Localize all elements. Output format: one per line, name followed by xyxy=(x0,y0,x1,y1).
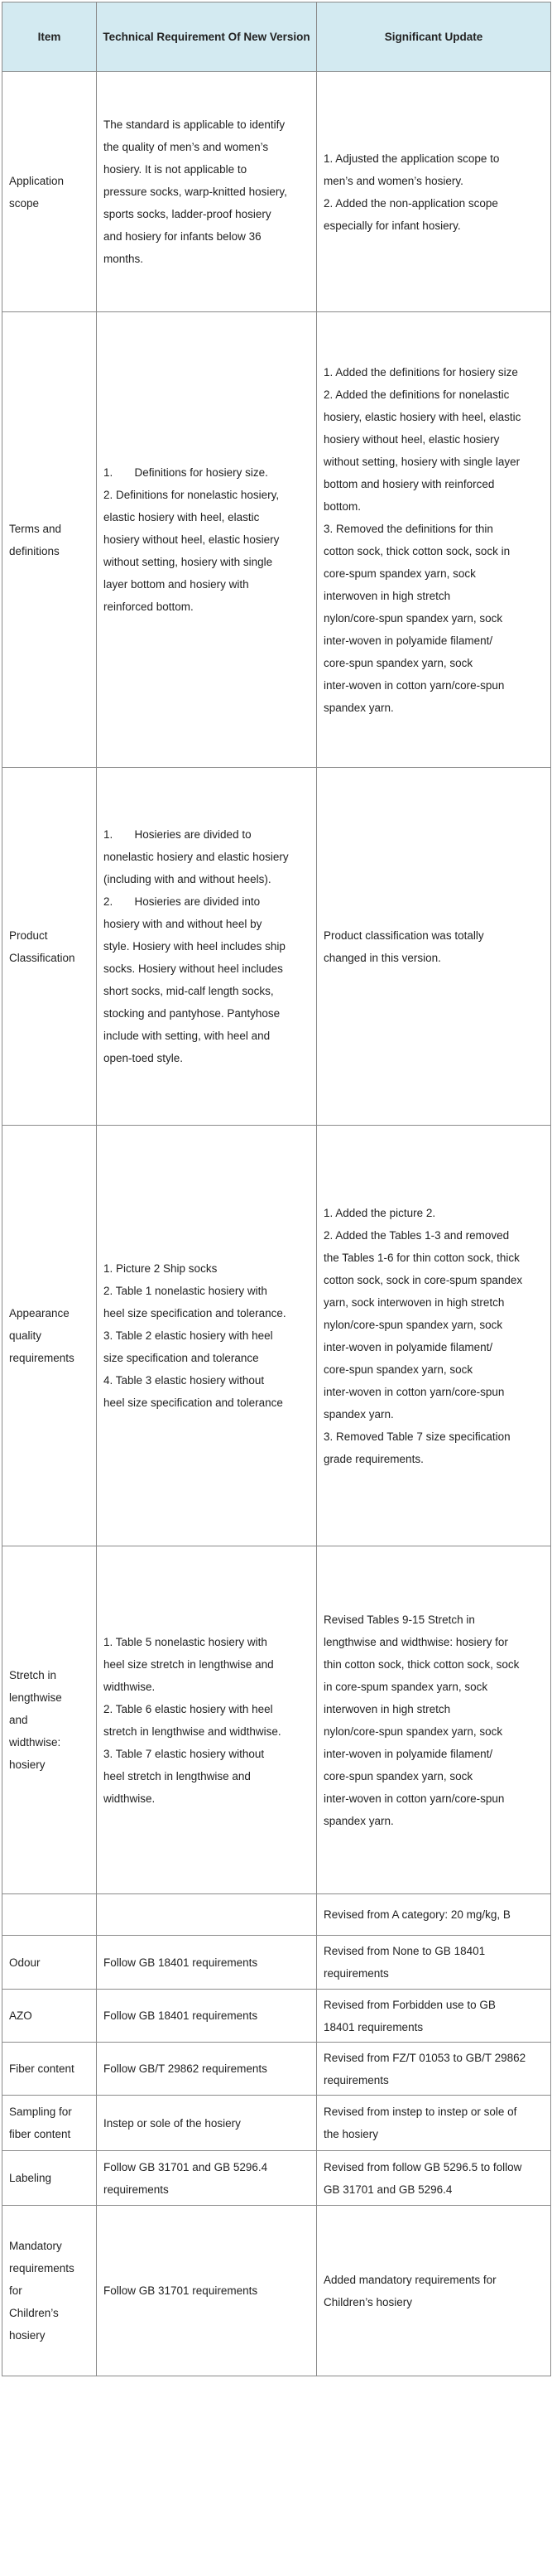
cell-text-line: grade requirements. xyxy=(324,1452,424,1465)
cell-text-line: without setting, hosiery with single layer xyxy=(324,455,521,468)
cell-text-line: interwoven in high stretch xyxy=(324,1702,451,1715)
cell-item xyxy=(2,2206,97,2376)
cell-text-line: size specification and tolerance xyxy=(103,1352,259,1364)
cell-text-line: interwoven in high stretch xyxy=(324,589,451,602)
cell-text-line: Revised from Forbidden use to GB xyxy=(324,1998,496,2011)
cell-requirement xyxy=(97,312,317,768)
cell-text-line: requirements xyxy=(9,2262,74,2275)
cell-text-line: Revised from follow GB 5296.5 to follow xyxy=(324,2160,522,2173)
cell-text-line: short socks, mid-calf length socks, xyxy=(103,985,274,997)
cell-text-line: Revised from A category: 20 mg/kg, B xyxy=(324,1908,511,1921)
cell-text-line: the Tables 1-6 for thin cotton sock, thick xyxy=(324,1251,520,1264)
cell-text-line: spandex yarn. xyxy=(324,701,394,714)
cell-text-line: Terms and xyxy=(9,522,62,535)
cell-text-line: hosiery without heel, elastic hosiery xyxy=(324,432,500,446)
cell-text-line: 1. Added the definitions for hosiery size xyxy=(324,365,518,379)
row-mandatory-children xyxy=(2,2206,551,2376)
cell-text-line: spandex yarn. xyxy=(324,1407,394,1421)
table-header-row xyxy=(2,2,551,72)
cell-text-line: Follow GB/T 29862 requirements xyxy=(103,2062,267,2075)
cell-text-line: 1. Table 5 nonelastic hosiery with xyxy=(103,1635,267,1648)
cell-update xyxy=(317,1126,551,1546)
cell-text-line: 1. Hosieries are divided to xyxy=(103,828,252,841)
cell-text-line: 2. Hosieries are divided into xyxy=(103,895,261,908)
cell-text-line: requirements xyxy=(103,2183,169,2196)
cell-requirement xyxy=(97,72,317,312)
row-category xyxy=(2,1894,551,1936)
cell-item xyxy=(2,768,97,1126)
cell-text-line: 2. Added the non-application scope xyxy=(324,196,498,210)
cell-text-line: bottom and hosiery with reinforced xyxy=(324,477,495,490)
cell-item xyxy=(2,1990,97,2043)
cell-text-line: lengthwise and widthwise: hosiery for xyxy=(324,1635,508,1648)
header-technical-requirement: Technical Requirement Of New Version xyxy=(97,2,317,72)
cell-requirement xyxy=(97,1936,317,1990)
cell-text-line: elastic hosiery with heel, elastic xyxy=(103,511,260,523)
cell-text-line: cotton sock, sock in core-spum spandex xyxy=(324,1273,523,1286)
cell-text-line: scope xyxy=(9,196,40,210)
cell-text-line: 1. Added the picture 2. xyxy=(324,1206,436,1219)
cell-text-line: Follow GB 31701 and GB 5296.4 xyxy=(103,2160,268,2173)
row-terms-definitions xyxy=(2,312,551,768)
row-application-scope xyxy=(2,72,551,312)
cell-text-line: definitions xyxy=(9,544,60,557)
cell-text-line: widthwise. xyxy=(103,1792,156,1805)
cell-text-line: core-spun spandex yarn, sock xyxy=(324,656,473,669)
cell-text-line: 4. Table 3 elastic hosiery without xyxy=(103,1374,265,1387)
cell-text-line: bottom. xyxy=(324,499,362,513)
cell-text-line: 2. Added the definitions for nonelastic xyxy=(324,388,510,401)
cell-requirement xyxy=(97,1126,317,1546)
cell-text-line: stocking and pantyhose. Pantyhose xyxy=(103,1007,281,1020)
cell-text-line: hosiery xyxy=(9,2329,46,2342)
cell-text-line: without setting, hosiery with single xyxy=(103,556,273,568)
cell-text-line: months. xyxy=(103,253,144,265)
cell-requirement xyxy=(97,1894,317,1936)
cell-update xyxy=(317,1546,551,1894)
cell-update xyxy=(317,2206,551,2376)
cell-text-line: nylon/core-spun spandex yarn, sock xyxy=(324,1318,503,1331)
cell-text-line: the quality of men’s and women’s xyxy=(103,141,269,153)
cell-text-line: 3. Table 7 elastic hosiery without xyxy=(103,1747,265,1760)
cell-text-line: 1. Definitions for hosiery size. xyxy=(103,466,268,479)
cell-item xyxy=(2,1894,97,1936)
cell-text-line: Classification xyxy=(9,951,75,964)
cell-text-line: Sampling for xyxy=(9,2106,72,2118)
cell-text-line: widthwise. xyxy=(103,1680,156,1693)
cell-text-line: requirements xyxy=(324,2073,389,2086)
cell-text-line: Revised from FZ/T 01053 to GB/T 29862 xyxy=(324,2051,526,2064)
cell-text-line: Children’s hosiery xyxy=(324,2295,413,2308)
cell-text-line: the hosiery xyxy=(324,2128,379,2140)
row-sampling xyxy=(2,2096,551,2151)
cell-text-line: layer bottom and hosiery with xyxy=(103,578,249,591)
cell-update xyxy=(317,768,551,1126)
cell-text-line: requirements xyxy=(324,1967,389,1980)
cell-text-line: for xyxy=(9,2284,22,2297)
cell-text-line: AZO xyxy=(9,2009,32,2022)
cell-text-line: hosiery xyxy=(9,1758,46,1771)
cell-text-line: heel size stretch in lengthwise and xyxy=(103,1657,274,1671)
cell-item xyxy=(2,2096,97,2151)
cell-text-line: socks. Hosiery without heel includes xyxy=(103,962,283,975)
cell-text-line: spandex yarn. xyxy=(324,1814,394,1827)
cell-text-line: widthwise: xyxy=(9,1736,61,1749)
cell-text-line: Mandatory xyxy=(9,2240,62,2252)
row-stretch xyxy=(2,1546,551,1894)
cell-text-line: heel stretch in lengthwise and xyxy=(103,1769,251,1782)
cell-text-line: Instep or sole of the hosiery xyxy=(103,2116,241,2130)
cell-update xyxy=(317,1936,551,1990)
cell-requirement xyxy=(97,1546,317,1894)
cell-text-line: core-spun spandex yarn, sock xyxy=(324,1363,473,1376)
cell-text-line: and hosiery for infants below 36 xyxy=(103,230,262,243)
cell-text-line: 2. Table 1 nonelastic hosiery with xyxy=(103,1285,267,1297)
cell-text-line: 2. Table 6 elastic hosiery with heel xyxy=(103,1702,273,1715)
cell-text-line: open-toed style. xyxy=(103,1052,184,1064)
cell-text-line: fiber content xyxy=(9,2128,71,2140)
cell-text-line: pressure socks, warp-knitted hosiery, xyxy=(103,186,287,198)
cell-text-line: hosiery without heel, elastic hosiery xyxy=(103,533,280,546)
cell-text-line: style. Hosiery with heel includes ship xyxy=(103,940,286,953)
table-body xyxy=(2,72,551,2376)
cell-text-line: nonelastic hosiery and elastic hosiery xyxy=(103,851,289,863)
cell-text-line: reinforced bottom. xyxy=(103,601,194,613)
cell-text-line: inter-woven in cotton yarn/core-spun xyxy=(324,1385,505,1398)
cell-update xyxy=(317,2096,551,2151)
cell-text-line: quality xyxy=(9,1329,42,1342)
cell-text-line: Follow GB 18401 requirements xyxy=(103,2009,258,2022)
cell-text-line: Follow GB 31701 requirements xyxy=(103,2284,258,2297)
cell-text-line: Stretch in xyxy=(9,1669,57,1681)
cell-text-line: The standard is applicable to identify xyxy=(103,118,286,131)
cell-text-line: changed in this version. xyxy=(324,951,441,964)
cell-text-line: cotton sock, thick cotton sock, sock in xyxy=(324,544,511,557)
cell-text-line: 3. Removed the definitions for thin xyxy=(324,522,493,535)
cell-text-line: inter-woven in polyamide filament/ xyxy=(324,634,493,647)
cell-text-line: heel size specification and tolerance. xyxy=(103,1307,286,1319)
cell-item xyxy=(2,2151,97,2206)
cell-text-line: Application xyxy=(9,174,65,187)
header-significant-update: Significant Update xyxy=(317,2,551,72)
cell-text-line: Appearance xyxy=(9,1307,70,1319)
cell-text-line: Added mandatory requirements for xyxy=(324,2273,497,2286)
cell-item xyxy=(2,1936,97,1990)
cell-requirement xyxy=(97,2151,317,2206)
row-fiber-content xyxy=(2,2043,551,2096)
cell-text-line: hosiery with and without heel by xyxy=(103,918,262,930)
cell-text-line: 3. Table 2 elastic hosiery with heel xyxy=(103,1329,273,1342)
cell-text-line: inter-woven in polyamide filament/ xyxy=(324,1747,493,1760)
cell-update xyxy=(317,2043,551,2096)
cell-text-line: men’s and women’s hosiery. xyxy=(324,174,463,187)
cell-text-line: yarn, sock interwoven in high stretch xyxy=(324,1295,505,1309)
cell-text-line: hosiery, elastic hosiery with heel, elastic xyxy=(324,410,521,423)
cell-text-line: (including with and without heels). xyxy=(103,873,271,885)
cell-text-line: 1. Picture 2 Ship socks xyxy=(103,1262,218,1275)
cell-text-line: 3. Removed Table 7 size specification xyxy=(324,1430,511,1443)
cell-text-line: Revised from instep to instep or sole of xyxy=(324,2106,517,2118)
cell-requirement xyxy=(97,2096,317,2151)
cell-text-line: requirements xyxy=(9,1352,74,1364)
cell-update xyxy=(317,1894,551,1936)
cell-text-line: especially for infant hosiery. xyxy=(324,219,461,232)
cell-item xyxy=(2,1546,97,1894)
cell-text-line: stretch in lengthwise and widthwise. xyxy=(103,1725,281,1738)
cell-text-line: nylon/core-spun spandex yarn, sock xyxy=(324,611,503,625)
row-odour xyxy=(2,1936,551,1990)
cell-text-line: Labeling xyxy=(9,2172,52,2184)
cell-text-line: 1. Adjusted the application scope to xyxy=(324,152,500,165)
cell-text-line: hosiery. It is not applicable to xyxy=(103,163,247,176)
cell-text-line: include with setting, with heel and xyxy=(103,1030,271,1042)
cell-text-line: Product xyxy=(9,929,48,942)
cell-text-line: thin cotton sock, thick cotton sock, sock xyxy=(324,1657,520,1671)
cell-text-line: Odour xyxy=(9,1956,41,1969)
cell-update xyxy=(317,72,551,312)
cell-text-line: 18401 requirements xyxy=(324,2020,424,2033)
cell-update xyxy=(317,2151,551,2206)
cell-text-line: Follow GB 18401 requirements xyxy=(103,1956,258,1969)
cell-text-line: lengthwise xyxy=(9,1691,62,1704)
cell-text-line: Fiber content xyxy=(9,2062,74,2075)
cell-text-line: Product classification was totally xyxy=(324,929,484,942)
cell-text-line: GB 31701 and GB 5296.4 xyxy=(324,2183,453,2196)
row-labeling xyxy=(2,2151,551,2206)
cell-text-line: core-spum spandex yarn, sock xyxy=(324,567,476,580)
cell-text-line: 2. Definitions for nonelastic hosiery, xyxy=(103,489,280,501)
cell-text-line: heel size specification and tolerance xyxy=(103,1397,283,1409)
cell-item xyxy=(2,312,97,768)
cell-text-line: inter-woven in polyamide filament/ xyxy=(324,1340,493,1353)
cell-item xyxy=(2,72,97,312)
cell-requirement xyxy=(97,2043,317,2096)
cell-update xyxy=(317,1990,551,2043)
row-product-classification xyxy=(2,768,551,1126)
cell-text-line: inter-woven in cotton yarn/core-spun xyxy=(324,678,505,692)
row-azo xyxy=(2,1990,551,2043)
cell-text-line: nylon/core-spun spandex yarn, sock xyxy=(324,1725,503,1738)
cell-text-line: inter-woven in cotton yarn/core-spun xyxy=(324,1792,505,1805)
cell-text-line: 2. Added the Tables 1-3 and removed xyxy=(324,1228,510,1242)
cell-text-line: and xyxy=(9,1714,28,1726)
cell-update xyxy=(317,312,551,768)
cell-requirement xyxy=(97,2206,317,2376)
row-appearance-quality xyxy=(2,1126,551,1546)
requirements-table xyxy=(2,2,551,2376)
cell-text-line: sports socks, ladder-proof hosiery xyxy=(103,208,271,220)
cell-text-line: Children’s xyxy=(9,2307,59,2319)
cell-text-line: core-spun spandex yarn, sock xyxy=(324,1769,473,1782)
cell-item xyxy=(2,2043,97,2096)
header-item: Item xyxy=(2,2,97,72)
cell-text-line: in core-spum spandex yarn, sock xyxy=(324,1680,488,1693)
cell-requirement xyxy=(97,1990,317,2043)
cell-requirement xyxy=(97,768,317,1126)
cell-text-line: Revised from None to GB 18401 xyxy=(324,1945,486,1957)
cell-item xyxy=(2,1126,97,1546)
cell-text-line: Revised Tables 9-15 Stretch in xyxy=(324,1613,475,1626)
